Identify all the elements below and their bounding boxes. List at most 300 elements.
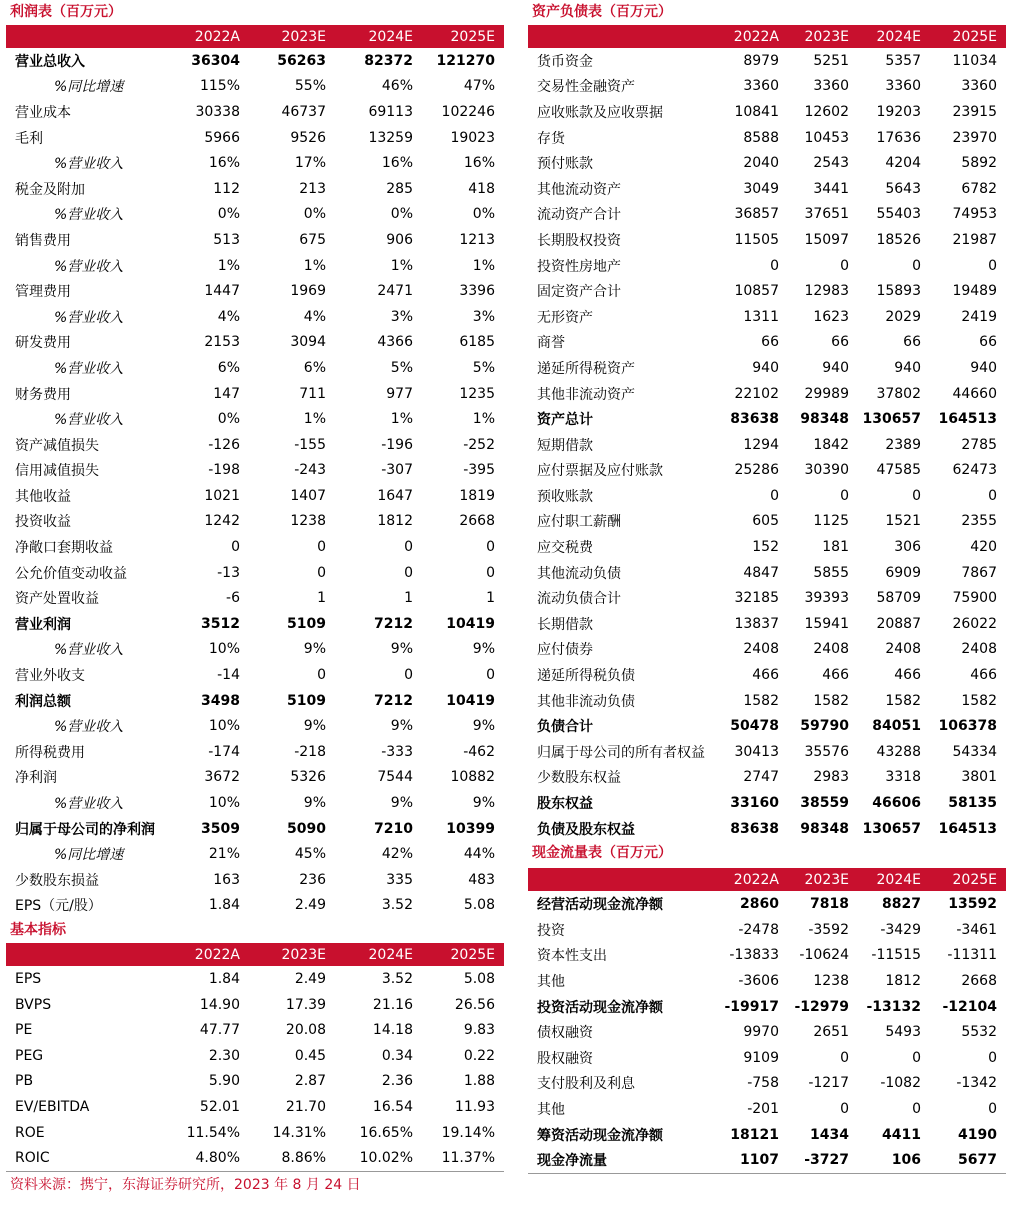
row-label: 长期股权投资 [537, 232, 621, 249]
value-cell: 164513 [938, 411, 997, 428]
value-cell: 940 [894, 359, 921, 376]
value-cell: 21987 [952, 231, 997, 248]
table-row [6, 585, 504, 611]
value-cell: 0 [988, 257, 997, 274]
value-cell: 2983 [813, 769, 849, 786]
table-row [6, 432, 504, 458]
value-cell: 9% [472, 718, 495, 735]
row-label: 所得税费用 [15, 744, 85, 761]
value-cell: 1434 [810, 1126, 849, 1143]
value-cell: 0 [840, 1100, 849, 1117]
value-cell: 54334 [952, 743, 997, 760]
value-cell: 18121 [730, 1126, 779, 1143]
table-row [6, 227, 504, 253]
value-cell: 0 [988, 1049, 997, 1066]
table-row [6, 534, 504, 560]
row-label: PEG [15, 1047, 44, 1064]
table-row [528, 765, 1006, 791]
table-row [528, 1071, 1006, 1097]
value-cell: 2860 [740, 896, 779, 913]
row-label: %营业收入 [54, 719, 124, 736]
table-row [528, 585, 1006, 611]
value-cell: 47% [463, 78, 495, 95]
value-cell: 45% [294, 846, 326, 863]
table-row [6, 150, 504, 176]
value-cell: 83638 [730, 411, 779, 428]
table-row [528, 1019, 1006, 1045]
table-row [528, 509, 1006, 535]
row-label: 信用减值损失 [15, 463, 99, 480]
value-cell: 3360 [813, 78, 849, 95]
value-cell: 11034 [952, 52, 997, 69]
value-cell: 66 [831, 334, 849, 351]
table-row [6, 841, 504, 867]
table-row [6, 381, 504, 407]
table-row [528, 943, 1006, 969]
value-cell: 675 [299, 231, 326, 248]
year-header: 2023E [249, 25, 335, 48]
row-label: 投资收益 [15, 514, 71, 531]
year-header: 2023E [788, 25, 858, 48]
value-cell: 2471 [377, 283, 413, 300]
table-row [528, 483, 1006, 509]
value-cell: 14.18 [372, 1022, 413, 1039]
row-label: 债权融资 [537, 1025, 593, 1042]
value-cell: 10.02% [335, 1145, 422, 1171]
value-cell: 37802 [876, 385, 921, 402]
value-cell: 16.65% [359, 1124, 413, 1141]
table-row [528, 74, 1006, 100]
table-row [6, 458, 504, 484]
value-cell: 4190 [958, 1126, 997, 1143]
table-row [528, 99, 1006, 125]
value-cell: 25286 [734, 462, 779, 479]
row-label: 固定资产合计 [537, 284, 621, 301]
value-cell: 1842 [813, 436, 849, 453]
row-label: 少数股东权益 [537, 770, 621, 787]
row-label: 归属于母公司的净利润 [15, 821, 155, 838]
table-row [6, 662, 504, 688]
value-cell: -6 [226, 590, 240, 607]
value-cell: 7212 [374, 615, 413, 632]
value-cell: 1582 [885, 692, 921, 709]
value-cell: 2.30 [208, 1047, 240, 1064]
value-cell: 130657 [862, 411, 921, 428]
value-cell: 3360 [743, 78, 779, 95]
value-cell: 1812 [377, 513, 413, 530]
value-cell: -13132 [866, 998, 921, 1015]
value-cell: -243 [294, 462, 326, 479]
value-cell: 977 [386, 385, 413, 402]
value-cell: 5109 [287, 692, 326, 709]
table-row [528, 637, 1006, 663]
basic-header-row [6, 943, 504, 966]
value-cell: -14 [217, 667, 240, 684]
table-row [6, 48, 504, 74]
value-cell: 2419 [961, 308, 997, 325]
row-label: PB [15, 1073, 34, 1090]
value-cell: -11311 [947, 947, 997, 964]
table-row [6, 739, 504, 765]
value-cell: 0% [390, 206, 413, 223]
value-cell: 1582 [743, 692, 779, 709]
value-cell: 3498 [201, 692, 240, 709]
value-cell: 2389 [885, 436, 921, 453]
basic-indicators-table [6, 943, 504, 1172]
row-label: 经营活动现金流净额 [537, 897, 663, 914]
table-row [6, 278, 504, 304]
value-cell: -12104 [942, 998, 997, 1015]
table-row [528, 330, 1006, 356]
value-cell: 2408 [813, 641, 849, 658]
value-cell: 47585 [876, 462, 921, 479]
row-label: 应交税费 [537, 540, 593, 557]
value-cell: 83638 [730, 820, 779, 837]
value-cell: 11.37% [422, 1145, 504, 1171]
row-label: EPS [15, 970, 42, 987]
row-label: EV/EBITDA [15, 1098, 90, 1115]
value-cell: 20887 [876, 615, 921, 632]
row-label: 其他收益 [15, 488, 71, 505]
row-label: 递延所得税资产 [537, 360, 635, 377]
value-cell: 1238 [813, 972, 849, 989]
value-cell: 13259 [368, 129, 413, 146]
value-cell: 1107 [718, 1147, 788, 1173]
table-row [528, 891, 1006, 917]
row-label: %营业收入 [54, 156, 124, 173]
value-cell: 2747 [743, 769, 779, 786]
row-label: 财务费用 [15, 386, 71, 403]
value-cell: 9% [390, 718, 413, 735]
value-cell: 66 [979, 334, 997, 351]
value-cell: 52.01 [199, 1098, 240, 1115]
value-cell: -252 [463, 436, 495, 453]
value-cell: 17636 [876, 129, 921, 146]
value-cell: -333 [381, 743, 413, 760]
value-cell: 1582 [813, 692, 849, 709]
value-cell: 213 [299, 180, 326, 197]
value-cell: 5% [390, 359, 413, 376]
value-cell: 0 [988, 487, 997, 504]
value-cell: 29989 [804, 385, 849, 402]
value-cell: 10453 [804, 129, 849, 146]
value-cell: 1213 [459, 231, 495, 248]
value-cell: -3592 [808, 921, 849, 938]
year-header: 2025E [422, 943, 504, 966]
year-header: 2024E [335, 943, 422, 966]
value-cell: 35576 [804, 743, 849, 760]
value-cell: 62473 [952, 462, 997, 479]
value-cell: 7818 [810, 896, 849, 913]
table-row [6, 713, 504, 739]
value-cell: 44660 [952, 385, 997, 402]
value-cell: -1342 [956, 1075, 997, 1092]
row-label: 营业总收入 [15, 53, 85, 70]
row-label: EPS（元/股） [15, 898, 102, 915]
value-cell: 3094 [290, 334, 326, 351]
value-cell: 11.54% [186, 1124, 240, 1141]
value-cell: 112 [213, 180, 240, 197]
value-cell: 36304 [191, 52, 240, 69]
value-cell: 0 [912, 1100, 921, 1117]
value-cell: 11.93 [454, 1098, 495, 1115]
value-cell: 3.52 [381, 970, 413, 987]
table-row [6, 893, 504, 919]
row-label: %同比增速 [54, 847, 124, 864]
value-cell: 39393 [804, 590, 849, 607]
row-label: 少数股东损益 [15, 872, 99, 889]
value-cell: 420 [970, 539, 997, 556]
value-cell: 236 [299, 871, 326, 888]
source-note: 资料来源：携宁，东海证券研究所，2023 年 8 月 24 日 [10, 1176, 361, 1193]
row-label: 利润总额 [15, 693, 71, 710]
table-row [528, 176, 1006, 202]
row-label: 净敞口套期收益 [15, 540, 113, 557]
row-label: ROIC [6, 1145, 170, 1171]
value-cell: 16% [208, 155, 240, 172]
value-cell: 9% [390, 641, 413, 658]
value-cell: 0% [472, 206, 495, 223]
table-row [6, 1043, 504, 1069]
value-cell: 37651 [804, 206, 849, 223]
value-cell: 1.84 [208, 897, 240, 914]
value-cell: -198 [208, 462, 240, 479]
value-cell: 10857 [734, 283, 779, 300]
value-cell: 32185 [734, 590, 779, 607]
row-label: 其他 [537, 973, 565, 990]
table-row [6, 867, 504, 893]
row-label: %营业收入 [54, 360, 124, 377]
table-row [528, 227, 1006, 253]
value-cell: 1% [303, 411, 326, 428]
value-cell: 1242 [204, 513, 240, 530]
value-cell: 1.88 [463, 1073, 495, 1090]
value-cell: 1% [303, 257, 326, 274]
basic-rows [6, 966, 504, 1171]
value-cell: 26022 [952, 615, 997, 632]
row-label: 负债合计 [537, 719, 593, 736]
value-cell: 2040 [743, 155, 779, 172]
value-cell: 1.84 [208, 970, 240, 987]
value-cell: 56263 [277, 52, 326, 69]
value-cell: 0.34 [381, 1047, 413, 1064]
value-cell: 3% [472, 308, 495, 325]
table-row [6, 253, 504, 279]
value-cell: 2.36 [381, 1073, 413, 1090]
value-cell: 8979 [743, 52, 779, 69]
table-row [528, 662, 1006, 688]
value-cell: 19.14% [441, 1124, 495, 1141]
value-cell: -2478 [738, 921, 779, 938]
row-label: 营业利润 [15, 616, 71, 633]
value-cell: -218 [294, 743, 326, 760]
year-header: 2022A [718, 25, 788, 48]
value-cell: 1 [404, 590, 413, 607]
value-cell: 9.83 [463, 1022, 495, 1039]
value-cell: 466 [970, 667, 997, 684]
row-label: %营业收入 [54, 796, 124, 813]
year-header: 2024E [335, 25, 422, 48]
value-cell: 7212 [374, 692, 413, 709]
value-cell: 5% [472, 359, 495, 376]
value-cell: 21.70 [285, 1098, 326, 1115]
table-row [6, 304, 504, 330]
row-label: 其他流动资产 [537, 181, 621, 198]
value-cell: 16.54 [372, 1098, 413, 1115]
row-label: 应付债券 [537, 642, 593, 659]
value-cell: 23970 [952, 129, 997, 146]
value-cell: -155 [294, 436, 326, 453]
table-row [528, 150, 1006, 176]
value-cell: 9526 [290, 129, 326, 146]
value-cell: 0 [840, 257, 849, 274]
value-cell: -1082 [880, 1075, 921, 1092]
row-label: 应付票据及应付账款 [537, 463, 663, 480]
value-cell: 7867 [961, 564, 997, 581]
value-cell: 3512 [201, 615, 240, 632]
table-row [528, 917, 1006, 943]
row-label: PE [15, 1022, 33, 1039]
value-cell: 0 [404, 564, 413, 581]
value-cell: 5855 [813, 564, 849, 581]
table-row [6, 1094, 504, 1120]
value-cell: 13837 [734, 615, 779, 632]
value-cell: 8827 [882, 896, 921, 913]
header-label-cell [6, 943, 170, 966]
value-cell: -13833 [729, 947, 779, 964]
row-label: 流动负债合计 [537, 591, 621, 608]
row-label: %营业收入 [54, 258, 124, 275]
value-cell: 4.80% [170, 1145, 249, 1171]
table-row [6, 202, 504, 228]
value-cell: 9% [472, 641, 495, 658]
value-cell: -758 [747, 1075, 779, 1092]
value-cell: 0 [486, 564, 495, 581]
row-label: 资产处置收益 [15, 591, 99, 608]
value-cell: 1582 [961, 692, 997, 709]
value-cell: 0 [486, 539, 495, 556]
value-cell: 5326 [290, 769, 326, 786]
table-row [6, 1069, 504, 1095]
table-row [6, 483, 504, 509]
value-cell: 106378 [938, 718, 997, 735]
row-label: 资本性支出 [537, 948, 607, 965]
value-cell: 46606 [872, 795, 921, 812]
value-cell: 59790 [800, 718, 849, 735]
table-row [6, 688, 504, 714]
row-label: 流动资产合计 [537, 207, 621, 224]
value-cell: 5532 [961, 1024, 997, 1041]
value-cell: 98348 [800, 411, 849, 428]
value-cell: 1% [217, 257, 240, 274]
row-label: 归属于母公司的所有者权益 [537, 744, 705, 761]
value-cell: 9% [303, 795, 326, 812]
value-cell: 6909 [885, 564, 921, 581]
value-cell: 1647 [377, 487, 413, 504]
row-label: 研发费用 [15, 335, 71, 352]
value-cell: 0 [912, 1049, 921, 1066]
value-cell: 1623 [813, 308, 849, 325]
table-row [6, 560, 504, 586]
row-label: 投资活动现金流净额 [537, 999, 663, 1016]
value-cell: 30390 [804, 462, 849, 479]
value-cell: 33160 [730, 795, 779, 812]
table-row [6, 74, 504, 100]
value-cell: 10419 [446, 692, 495, 709]
value-cell: 2.49 [294, 970, 326, 987]
value-cell: 1819 [459, 487, 495, 504]
value-cell: 21.16 [372, 996, 413, 1013]
value-cell: 2355 [961, 513, 997, 530]
table-row [528, 125, 1006, 151]
value-cell: 0 [840, 1049, 849, 1066]
row-label: %同比增速 [54, 79, 124, 96]
value-cell: 17% [294, 155, 326, 172]
value-cell: 43288 [876, 743, 921, 760]
value-cell: 12983 [804, 283, 849, 300]
table-row [528, 560, 1006, 586]
value-cell: 8588 [743, 129, 779, 146]
value-cell: -395 [463, 462, 495, 479]
value-cell: 9970 [743, 1024, 779, 1041]
value-cell: -11515 [871, 947, 921, 964]
value-cell: 13592 [948, 896, 997, 913]
value-cell: 102246 [441, 103, 495, 120]
value-cell: 306 [894, 539, 921, 556]
table-row [528, 406, 1006, 432]
cashflow-rows [528, 891, 1006, 1173]
value-cell: 3672 [204, 769, 240, 786]
row-label: %营业收入 [54, 207, 124, 224]
row-label: 销售费用 [15, 232, 71, 249]
value-cell: 2543 [813, 155, 849, 172]
row-label: 股东权益 [537, 796, 593, 813]
row-label: 投资性房地产 [537, 258, 621, 275]
value-cell: 3318 [885, 769, 921, 786]
table-row [6, 1120, 504, 1146]
value-cell: 98348 [800, 820, 849, 837]
table-row [528, 355, 1006, 381]
value-cell: 10882 [450, 769, 495, 786]
value-cell: 21% [208, 846, 240, 863]
table-row [6, 966, 504, 992]
year-header: 2023E [249, 943, 335, 966]
value-cell: 42% [381, 846, 413, 863]
value-cell: 10% [208, 718, 240, 735]
value-cell: 66 [903, 334, 921, 351]
value-cell: 46737 [281, 103, 326, 120]
value-cell: 4411 [882, 1126, 921, 1143]
value-cell: 19203 [876, 103, 921, 120]
value-cell: 181 [822, 539, 849, 556]
value-cell: 5966 [204, 129, 240, 146]
value-cell: 1521 [885, 513, 921, 530]
value-cell: -19917 [724, 998, 779, 1015]
table-row [528, 688, 1006, 714]
value-cell: 1969 [290, 283, 326, 300]
value-cell: -13 [217, 564, 240, 581]
value-cell: 36857 [734, 206, 779, 223]
income-statement-title: 利润表（百万元） [10, 4, 122, 20]
value-cell: -3727 [788, 1147, 858, 1173]
year-header: 2025E [422, 25, 504, 48]
table-row [528, 432, 1006, 458]
value-cell: 1238 [290, 513, 326, 530]
value-cell: 106 [858, 1147, 930, 1173]
value-cell: 69113 [368, 103, 413, 120]
value-cell: 940 [752, 359, 779, 376]
value-cell: 10% [208, 795, 240, 812]
